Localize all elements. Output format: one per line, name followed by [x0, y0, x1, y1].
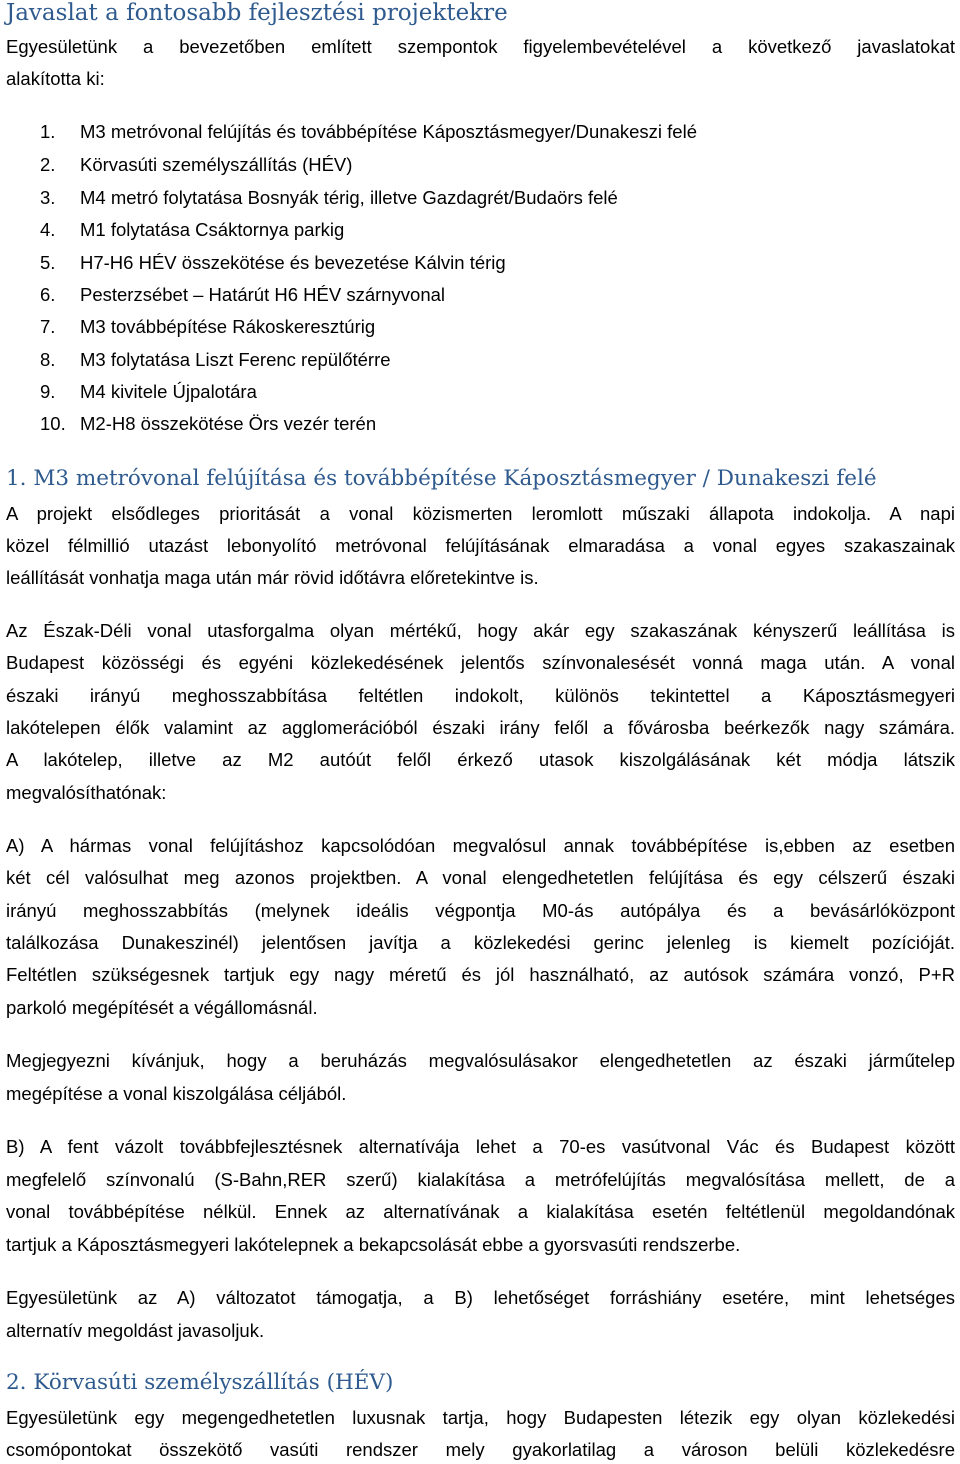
paragraph-line: két cél valósulhat meg azonos projektben. A vonal elengedhetetlen felújítása és egy célszerű északi: [6, 867, 955, 888]
paragraph-line: tartjuk a Káposztásmegyeri lakótelepnek a bekapcsolását ebbe a gyorsvasúti rendszerbe.: [6, 1234, 741, 1255]
paragraph-line: Egyesületünk az A) változatot támogatja, a B) lehetőséget forráshiány esetére, mint lehetséges: [6, 1287, 955, 1308]
list-item: 5. H7-H6 HÉV összekötése és bevezetése Kálvin térig: [40, 252, 506, 273]
paragraph-line: Megjegyezni kívánjuk, hogy a beruházás megvalósulásakor elengedhetetlen az északi járműtelep: [6, 1050, 955, 1071]
paragraph-line: Budapest közösségi és egyéni közlekedésének jelentős színvonalesését vonná maga után. A vonal: [6, 652, 955, 673]
section-heading: 1. M3 metróvonal felújítása és továbbépítése Káposztásmegyer / Dunakeszi felé: [6, 466, 877, 491]
list-item: 6. Pesterzsébet – Határút H6 HÉV szárnyvonal: [40, 284, 446, 305]
paragraph-line: Az Észak-Déli vonal utasforgalma olyan mértékű, hogy akár egy szakaszának kényszerű leállítása is: [6, 620, 955, 641]
paragraph-line: alternatív megoldást javasoljuk.: [6, 1320, 265, 1341]
paragraph-line: A projekt elsődleges prioritását a vonal közismerten leromlott műszaki állapota indokolja. A napi: [6, 503, 955, 524]
paragraph-line: A lakótelep, illetve az M2 autóút felől érkező utasok kiszolgálásának két módja látszik: [6, 749, 955, 770]
paragraph-line: csomópontokat összekötő vasúti rendszer mely gyakorlatilag a városon belüli közlekedésre: [6, 1439, 955, 1460]
paragraph-line: lakótelepen élők valamint az agglomerációból északi irány felől a fővárosba beérkezők nagy számára.: [6, 717, 955, 738]
intro-line: Egyesületünk a bevezetőben említett szempontok figyelembevételével a következő javaslatokat: [6, 36, 955, 57]
paragraph-line: vonal továbbépítése nélkül. Ennek az alternatívának a kialakítása esetén feltétlenül megoldandónak: [6, 1201, 955, 1222]
intro-line: alakította ki:: [6, 68, 105, 89]
list-item: 2. Körvasúti személyszállítás (HÉV): [40, 154, 353, 175]
list-item: 8. M3 folytatása Liszt Ferenc repülőtérre: [40, 349, 391, 370]
paragraph-line: megfelelő színvonalú (S-Bahn,RER szerű) kialakítása a metrófelújítás megvalósítása mellett, de a: [6, 1169, 955, 1190]
list-item: 7. M3 továbbépítése Rákoskeresztúrig: [40, 316, 376, 337]
paragraph-line: Feltétlen szükségesnek tartjuk egy nagy méretű és jól használható, az autósok számára vonzó, P+R: [6, 964, 955, 985]
paragraph-line: megépítése a vonal kiszolgálása céljából.: [6, 1083, 347, 1104]
list-item: 9. M4 kivitele Újpalotára: [40, 381, 257, 402]
paragraph-line: Egyesületünk egy megengedhetetlen luxusnak tartja, hogy Budapesten létezik egy olyan közlekedési: [6, 1407, 955, 1428]
paragraph-line: északi irányú meghosszabbítása feltétlen indokolt, különös tekintettel a Káposztásmegyeri: [6, 685, 955, 706]
paragraph-line: parkoló megépítését a végállomásnál.: [6, 997, 318, 1018]
list-item: 4. M1 folytatása Csáktornya parkig: [40, 219, 345, 240]
paragraph-line: B) A fent vázolt továbbfejlesztésnek alternatívája lehet a 70-es vasútvonal Vác és Budapest között: [6, 1136, 955, 1157]
paragraph-line: találkozása Dunakeszinél) jelentősen javítja a közlekedési gerinc jelenleg is kiemelt pozícióját.: [6, 932, 955, 953]
page-title: Javaslat a fontosabb fejlesztési projektekre: [6, 0, 508, 26]
paragraph-line: leállítását vonhatja maga után már rövid időtávra előretekintve is.: [6, 567, 539, 588]
list-item: 10. M2-H8 összekötése Örs vezér terén: [40, 413, 377, 434]
paragraph-line: A) A hármas vonal felújításhoz kapcsolódóan megvalósul annak továbbépítése is,ebben az esetben: [6, 835, 955, 856]
section-heading: 2. Körvasúti személyszállítás (HÉV): [6, 1370, 394, 1395]
list-item: 3. M4 metró folytatása Bosnyák térig, illetve Gazdagrét/Budaörs felé: [40, 187, 618, 208]
paragraph-line: irányú meghosszabbítás (melynek ideális végpontja M0-ás autópálya és a bevásárlóközpont: [6, 900, 955, 921]
paragraph-line: közel félmillió utazást lebonyolító metróvonal felújításának elmaradása a vonal egyes szakaszainak: [6, 535, 955, 556]
list-item: 1. M3 metróvonal felújítás és továbbépítése Káposztásmegyer/Dunakeszi felé: [40, 121, 697, 142]
paragraph-line: megvalósíthatónak:: [6, 782, 167, 803]
